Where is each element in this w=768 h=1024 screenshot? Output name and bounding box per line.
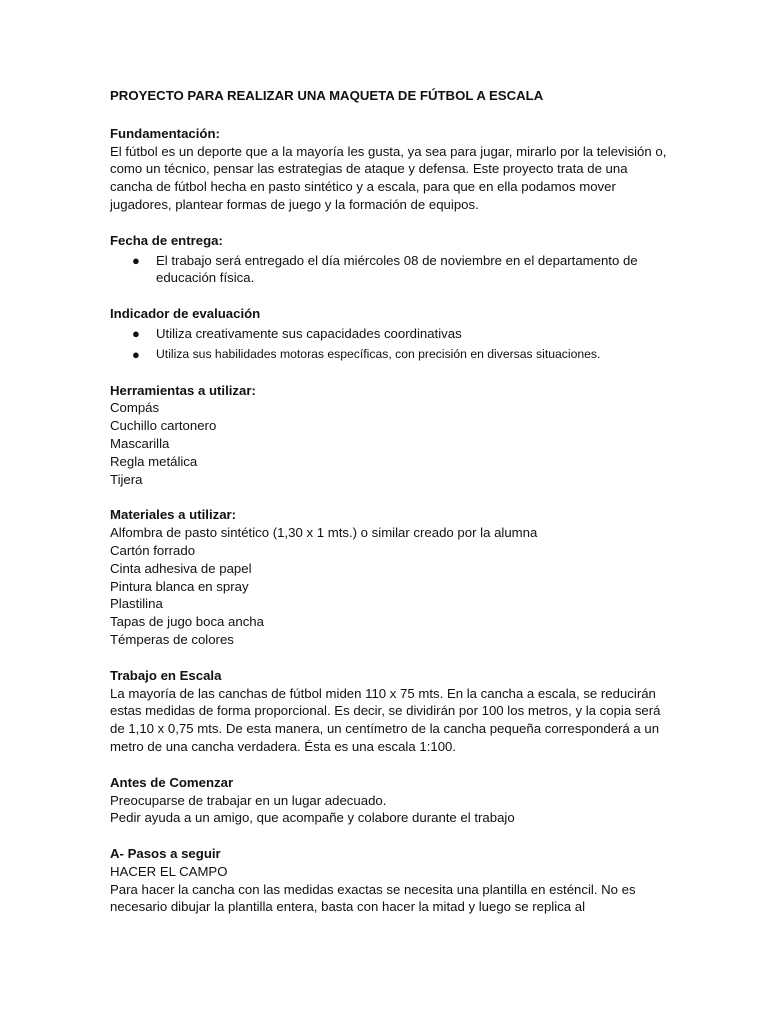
fecha-heading: Fecha de entrega:: [110, 232, 223, 248]
list-item: Pintura blanca en spray: [110, 578, 249, 594]
indicador-item-text: Utiliza creativamente sus capacidades coordinativas: [156, 325, 462, 341]
list-item: Preocuparse de trabajar en un lugar adecuado.: [110, 792, 387, 808]
list-item: Pedir ayuda a un amigo, que acompañe y colabore durante el trabajo: [110, 810, 515, 826]
bullet-icon: ●: [132, 252, 140, 268]
document-title: PROYECTO PARA REALIZAR UNA MAQUETA DE FÚTBOL A ESCALA: [110, 88, 544, 103]
list-item: [110, 252, 668, 288]
materiales-heading: Materiales a utilizar:: [110, 507, 237, 523]
indicador-list: [110, 325, 668, 364]
pasos-heading: A- Pasos a seguir: [110, 846, 221, 862]
list-item: Témperas de colores: [110, 631, 234, 647]
indicador-heading: Indicador de evaluación: [110, 306, 261, 322]
list-item: [110, 346, 668, 364]
bullet-icon: ●: [132, 346, 140, 362]
trabajo-heading: Trabajo en Escala: [110, 667, 222, 683]
list-item: Cinta adhesiva de papel: [110, 560, 252, 576]
list-item: [110, 325, 668, 343]
list-item: Mascarilla: [110, 435, 170, 451]
list-item: Regla metálica: [110, 453, 198, 469]
list-item: Cartón forrado: [110, 542, 196, 558]
list-item: Tijera: [110, 471, 143, 487]
section-antes-comenzar: [110, 774, 668, 827]
section-pasos: [110, 845, 668, 916]
trabajo-text: La mayoría de las canchas de fútbol miden 110 x 75 mts. En la cancha a escala, se reducirán estas medidas de forma proporcional. Es decir, se dividirán por 100 los metros, y la copia será de 1,10 x 0,75 mts. De esta manera, un centímetro de la cancha pequeña corresponderá a un metro de una cancha verdadera. Ésta es una escala 1:100.: [110, 685, 661, 754]
indicador-item-text: Utiliza sus habilidades motoras específicas, con precisión en diversas situaciones.: [156, 346, 601, 361]
fecha-item-text: El trabajo será entregado el día miércoles 08 de noviembre en el departamento de educación física.: [156, 252, 638, 286]
section-fundamentacion: [110, 125, 668, 214]
bullet-icon: ●: [132, 325, 140, 341]
section-indicador: [110, 305, 668, 363]
section-trabajo-escala: [110, 667, 668, 756]
list-item: Tapas de jugo boca ancha: [110, 614, 264, 630]
section-herramientas: [110, 382, 668, 489]
pasos-text: Para hacer la cancha con las medidas exactas se necesita una plantilla en esténcil. No es necesario dibujar la plantilla entera, basta con hacer la mitad y luego se replica al: [110, 881, 636, 915]
list-item: Compás: [110, 400, 160, 416]
antes-heading: Antes de Comenzar: [110, 774, 234, 790]
list-item: Alfombra de pasto sintético (1,30 x 1 mts.) o similar creado por la alumna: [110, 525, 538, 541]
herramientas-heading: Herramientas a utilizar:: [110, 382, 256, 398]
fecha-list: [110, 252, 668, 288]
fundamentacion-text: El fútbol es un deporte que a la mayoría les gusta, ya sea para jugar, mirarlo por la televisión o, como un técnico, pensar las estrategias de ataque y defensa. Este proyecto trata de una cancha de fútbol hecha en pasto sintético y a escala, para que en ella podamos mover jugadores, plantear formas de juego y la formación de equipos.: [110, 143, 667, 212]
list-item: Cuchillo cartonero: [110, 418, 217, 434]
fundamentacion-heading: Fundamentación:: [110, 125, 220, 141]
pasos-subheading: HACER EL CAMPO: [110, 863, 228, 879]
section-materiales: [110, 506, 668, 648]
section-fecha-entrega: [110, 232, 668, 287]
list-item: Plastilina: [110, 596, 163, 612]
